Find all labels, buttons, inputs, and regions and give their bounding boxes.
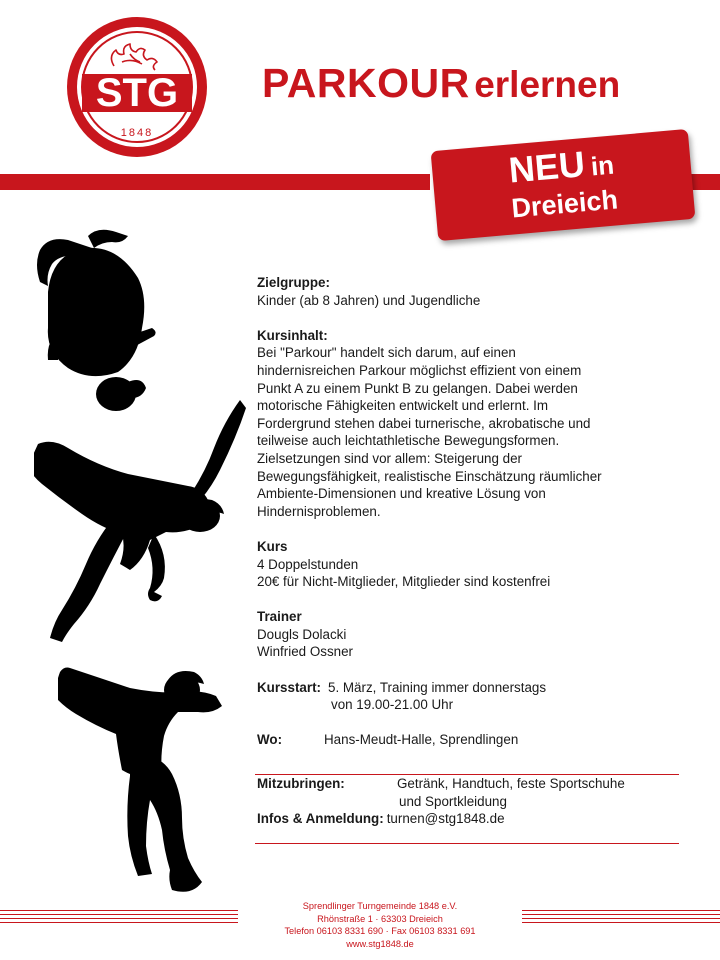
badge-in: in <box>589 149 616 182</box>
logo-year: 1848 <box>120 127 154 139</box>
rule-bottom <box>255 843 679 844</box>
badge-neu: NEU <box>507 143 587 191</box>
zielgruppe-heading: Zielgruppe: <box>257 275 330 290</box>
kurs-line: 20€ für Nicht-Mitglieder, Mitglieder sind kostenfrei <box>257 574 551 590</box>
title-part1: PARKOUR <box>262 60 470 106</box>
footer-address <box>240 900 520 950</box>
red-bar-left <box>0 174 430 190</box>
course-details <box>257 274 687 828</box>
kursinhalt-line: teilweise auch leichtathletische Bewegungsformen. <box>257 433 560 449</box>
footer-website[interactable]: www.stg1848.de <box>346 938 414 949</box>
kursstart-label: Kursstart: <box>257 679 321 695</box>
infos-email[interactable]: turnen@stg1848.de <box>386 811 505 827</box>
wo-value: Hans-Meudt-Halle, Sprendlingen <box>324 732 519 748</box>
footer-org: Sprendlinger Turngemeinde 1848 e.V. <box>302 901 458 911</box>
wo-label: Wo: <box>257 732 283 748</box>
kurs-line: 4 Doppelstunden <box>257 556 359 572</box>
trainer-name: Dougls Dolacki <box>257 626 347 642</box>
zielgruppe-text: Kinder (ab 8 Jahren) und Jugendliche <box>257 292 481 308</box>
infos-label: Infos & Anmeldung: <box>257 811 384 827</box>
mitzubringen-line2: und Sportkleidung <box>399 793 507 809</box>
kursstart-line1: 5. März, Training immer donnerstags <box>328 679 547 695</box>
footer-street: Rhönstraße 1 · 63303 Dreieich <box>317 913 443 924</box>
kursinhalt-line: hindernisreichen Parkour möglichst effizient von einem <box>257 362 582 378</box>
kursinhalt-line: Bewegungsfähigkeit, realistische Einschätzung räumlicher <box>257 468 602 484</box>
trainer-name: Winfried Ossner <box>257 644 353 660</box>
red-bar-right <box>690 174 720 190</box>
footer-phone: Telefon 06103 8331 690 · Fax 06103 8331 691 <box>284 926 476 937</box>
page-title <box>262 60 620 107</box>
new-badge <box>431 129 696 241</box>
kursinhalt-line: Bei "Parkour" handelt sich darum, auf einen <box>257 345 516 361</box>
parkour-silhouette-flip-icon <box>18 222 158 412</box>
kursinhalt-heading: Kursinhalt: <box>257 327 328 343</box>
trainer-heading: Trainer <box>257 609 302 625</box>
kursinhalt-line: Punkt A zu einem Punkt B zu gelangen. Dabei werden <box>257 380 578 396</box>
parkour-silhouette-leap-icon <box>34 398 250 642</box>
kursinhalt-line: Hindernisproblemen. <box>257 503 381 519</box>
mitzubringen-line1: Getränk, Handtuch, feste Sportschuhe <box>397 776 625 792</box>
kursstart-line2: von 19.00-21.00 Uhr <box>331 697 454 713</box>
kursinhalt-line: Fordergrund stehen dabei turnerische, akrobatische und <box>257 415 591 431</box>
kursinhalt-line: Ambiente-Dimensionen und kreative Lösung von <box>257 486 546 502</box>
kurs-heading: Kurs <box>257 538 288 554</box>
title-part2: erlernen <box>474 64 621 105</box>
badge-place: Dreieich <box>510 184 620 224</box>
stg-logo <box>64 14 210 160</box>
kursinhalt-line: Zielsetzungen sind vor allem: Steigerung der <box>257 450 522 466</box>
mitzubringen-label: Mitzubringen: <box>257 776 345 792</box>
rule-top <box>255 774 679 775</box>
parkour-silhouette-vault-icon <box>58 666 224 902</box>
logo-letters: STG <box>95 71 179 115</box>
kursinhalt-line: motorische Fähigkeiten entwickelt und erlernt. Im <box>257 398 549 414</box>
